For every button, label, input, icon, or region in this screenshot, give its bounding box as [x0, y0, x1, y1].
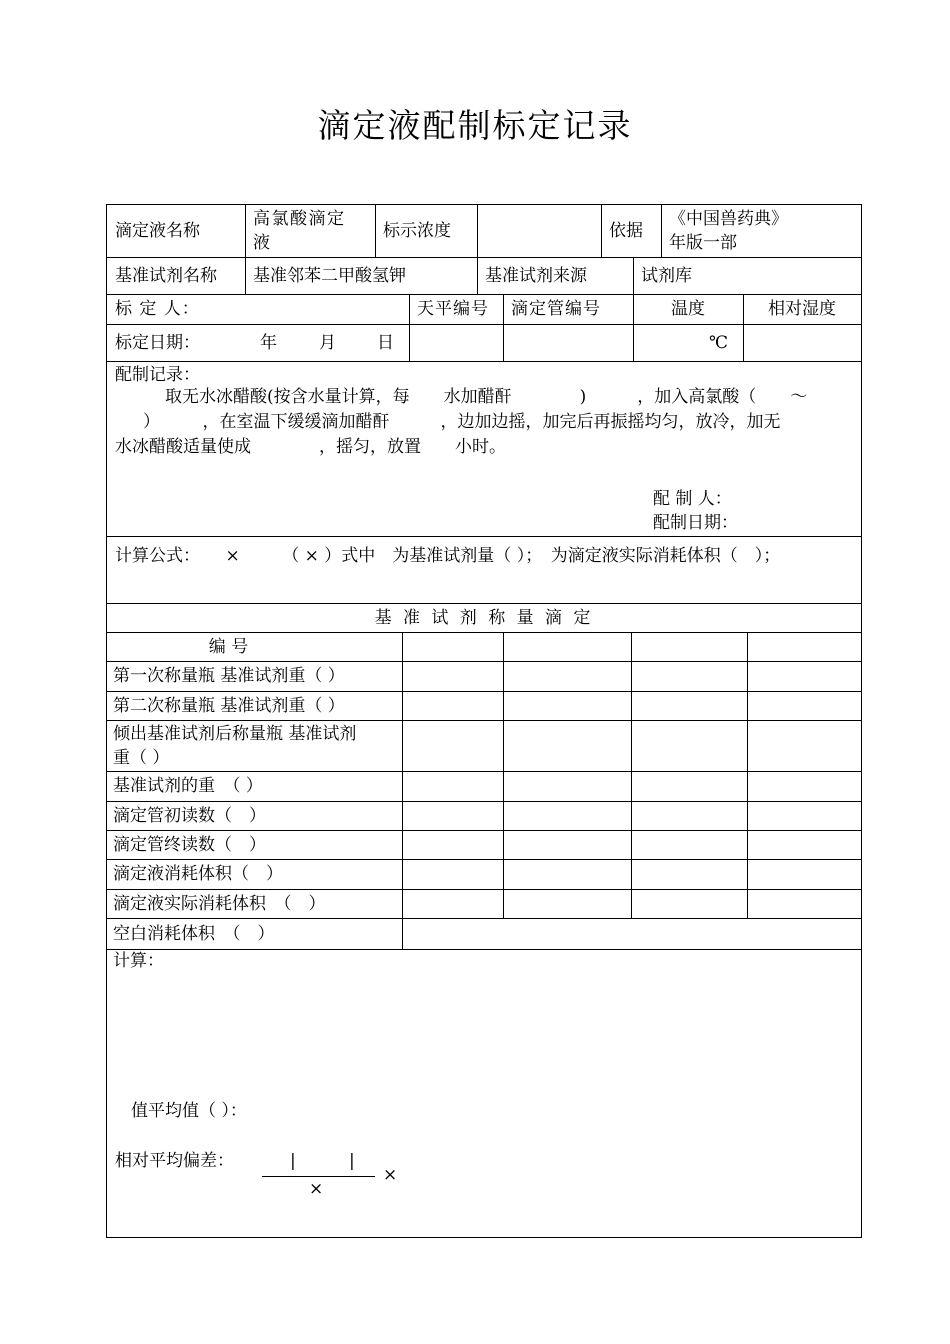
titrant-name-line1: 高氯酸滴定 [253, 209, 346, 229]
rule [107, 536, 861, 537]
reagent-source-label: 基准试剂来源 [485, 265, 587, 286]
conc-value [477, 205, 601, 257]
temperature-unit: ℃ [709, 332, 729, 353]
calculation-formula: 计算公式： × （ × ）式中 为基准试剂量（ ）； 为滴定液实际消耗体积（ ）； [115, 546, 781, 566]
reagent-name-value: 基准邻苯二甲酸氢钾 [253, 265, 406, 286]
date-year: 年 [260, 332, 277, 353]
weighing-row-label: 第一次称量瓶 基准试剂重（ ） [113, 666, 345, 686]
basis-line2: 年版一部 [669, 233, 737, 253]
weighing-row-label: 滴定管终读数（ ） [113, 834, 266, 855]
weighing-row-label: 空白消耗体积 （ ） [113, 923, 275, 944]
prep-line: 取无水冰醋酸(按含水量计算，每 水加醋酐 ) ，加入高氯酸（ ～ [165, 387, 808, 407]
weighing-row-label: 滴定液实际消耗体积 （ ） [113, 893, 326, 914]
calculation-label: 计算： [113, 951, 164, 971]
weighing-row-label: 基准试剂的重 （ ） [113, 776, 263, 796]
reagent-source-value: 试剂库 [641, 265, 692, 286]
balance-no-label: 天平编号 [417, 299, 489, 319]
titrant-name-value [245, 207, 375, 257]
rule [402, 632, 403, 949]
burette-no-label: 滴定管编号 [511, 299, 601, 319]
page-title: 滴定液配制标定记录 [317, 106, 633, 145]
weighing-row-label: 第二次称量瓶 基准试剂重（ ） [113, 695, 345, 716]
weighing-row-line: 倾出基准试剂后称量瓶 基准试剂 [113, 724, 357, 744]
prep-line: ） ，在室温下缓缓滴加醋酐 ，边加边摇，加完后再振摇均匀，放冷，加无 [143, 412, 781, 432]
reagent-name-label: 基准试剂名称 [115, 265, 217, 286]
preparer-label: 配 制 人： [653, 489, 732, 509]
record-form [106, 204, 862, 1238]
calibration-date-label: 标定日期： [115, 332, 200, 353]
basis-line1: 《中国兽药典》 [669, 209, 788, 229]
basis-label: 依据 [609, 221, 643, 241]
weighing-id-label: 编 号 [208, 636, 249, 657]
rule [747, 632, 748, 919]
titrant-name-line2: 液 [253, 233, 272, 253]
temperature-label: 温度 [671, 299, 705, 319]
weighing-row-label [107, 720, 402, 771]
weighing-row-label: 滴定管初读数（ ） [113, 805, 266, 826]
prep-date-label: 配制日期： [653, 513, 738, 533]
abs-bar-right: | [349, 1151, 355, 1171]
conc-label: 标示浓度 [383, 221, 451, 241]
times-symbol: × [383, 1165, 398, 1185]
weighing-row-line: 重（ ） [113, 748, 170, 768]
rule [631, 632, 632, 919]
date-month: 月 [319, 332, 336, 353]
rule [107, 361, 861, 362]
abs-bar-left: | [290, 1151, 296, 1171]
weighing-row-label: 滴定液消耗体积（ ） [113, 864, 283, 884]
rule [503, 632, 504, 919]
average-value-label: 值平均值（ ）： [131, 1101, 247, 1121]
prep-record-label: 配制记录： [115, 365, 200, 385]
rsd-label: 相对平均偏差： [115, 1151, 234, 1171]
times-symbol-denominator: × [309, 1179, 324, 1199]
prep-line: 水冰醋酸适量使成 ，摇匀，放置 小时。 [115, 437, 506, 457]
humidity-label: 相对湿度 [768, 299, 836, 319]
titrant-name-label: 滴定液名称 [115, 221, 200, 241]
basis-value [661, 207, 861, 257]
prep-record-body [115, 385, 855, 460]
date-day: 日 [377, 332, 394, 353]
calibrator-label: 标 定 人： [115, 299, 200, 319]
weighing-section-header: 基 准 试 剂 称 量 滴 定 [374, 607, 594, 628]
